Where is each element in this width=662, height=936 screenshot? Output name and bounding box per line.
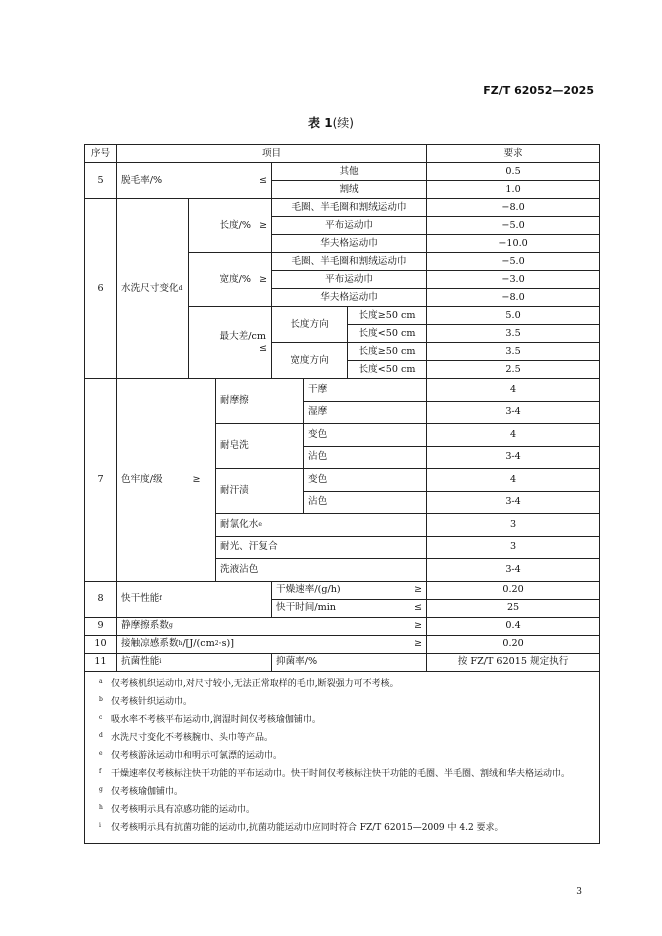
notes-row bbox=[85, 671, 600, 843]
row-no: 6 bbox=[85, 199, 117, 379]
req-value: 3 bbox=[427, 536, 600, 559]
req-value: 0.20 bbox=[427, 581, 600, 599]
footnote bbox=[85, 714, 595, 727]
unit-tail: ·s)] bbox=[218, 638, 235, 649]
req-value: 3-4 bbox=[427, 491, 600, 514]
sub-label: 干燥速率/(g/h) bbox=[276, 584, 341, 595]
footnote bbox=[85, 750, 595, 763]
req-value: 3.5 bbox=[427, 343, 600, 361]
req-value: 3-4 bbox=[427, 559, 600, 582]
req-value: 按 FZ/T 62015 规定执行 bbox=[427, 653, 600, 671]
item-label: 静摩擦系数 bbox=[121, 620, 169, 631]
sub-item: 长度<50 cm bbox=[348, 361, 427, 379]
req-value: 2.5 bbox=[427, 361, 600, 379]
sub-group-label: 最大差/cm bbox=[219, 330, 266, 342]
footnote-mark: c bbox=[99, 713, 103, 721]
footnote-mark: i bbox=[99, 821, 101, 829]
footnote-text: 吸水率不考核平布运动巾,润湿时间仅考核瑜伽铺巾。 bbox=[111, 714, 321, 725]
req-value: −3.0 bbox=[427, 271, 600, 289]
footnote bbox=[85, 678, 595, 691]
header-no: 序号 bbox=[85, 145, 117, 163]
sub-group bbox=[216, 253, 272, 307]
header-item: 项目 bbox=[117, 145, 427, 163]
row-no: 5 bbox=[85, 163, 117, 199]
item-label: 脱毛率/% bbox=[121, 174, 163, 186]
sub-item: 毛圈、半毛圈和割绒运动巾 bbox=[272, 199, 427, 217]
table-row bbox=[85, 581, 600, 599]
footnote-mark: i bbox=[159, 658, 162, 665]
footnote-mark: e bbox=[258, 520, 262, 528]
req-value: −5.0 bbox=[427, 253, 600, 271]
sub-item: 平布运动巾 bbox=[272, 217, 427, 235]
req-value: −5.0 bbox=[427, 217, 600, 235]
operator: ≥ bbox=[414, 638, 423, 649]
req-value: 25 bbox=[427, 599, 600, 617]
sub-item: 长度≥50 cm bbox=[348, 343, 427, 361]
footnote-mark: a bbox=[99, 677, 103, 685]
req-value: 4 bbox=[427, 379, 600, 402]
direction-label: 宽度方向 bbox=[272, 343, 348, 379]
item-label: 接触凉感系数 bbox=[121, 638, 179, 649]
operator: ≥ bbox=[414, 584, 423, 595]
footnote-mark: e bbox=[99, 749, 103, 757]
requirements-table bbox=[84, 144, 600, 844]
page-number: 3 bbox=[576, 887, 582, 897]
sub-group-label: 耐摩擦 bbox=[216, 379, 304, 424]
footnote-text: 仅考核针织运动巾。 bbox=[111, 696, 193, 707]
sub-item: 华夫格运动巾 bbox=[272, 289, 427, 307]
footnote bbox=[85, 822, 595, 835]
sub-item: 抑菌率/% bbox=[272, 653, 427, 671]
footnote-text: 水洗尺寸变化不考核腕巾、头巾等产品。 bbox=[111, 732, 274, 743]
item-name bbox=[117, 581, 272, 617]
item-label: 抗菌性能 bbox=[121, 656, 160, 667]
sub-item: 长度<50 cm bbox=[348, 325, 427, 343]
footnote-mark: h bbox=[99, 803, 103, 811]
footnote-text: 仅考核游泳运动巾和明示可氯漂的运动巾。 bbox=[111, 750, 283, 761]
req-value: 3-4 bbox=[427, 446, 600, 469]
sub-group-label: 耐皂洗 bbox=[216, 424, 304, 469]
item-name bbox=[117, 163, 272, 199]
footnote-mark: d bbox=[99, 731, 103, 739]
unit-superscript: 2 bbox=[214, 640, 219, 647]
sub-item: 华夫格运动巾 bbox=[272, 235, 427, 253]
standard-number: FZ/T 62052—2025 bbox=[483, 84, 594, 97]
footnote-mark: g bbox=[99, 785, 103, 793]
req-value: 3-4 bbox=[427, 401, 600, 424]
sub-group bbox=[216, 307, 272, 379]
req-value: 4 bbox=[427, 424, 600, 447]
footnote-text: 仅考核明示具有抗菌功能的运动巾,抗菌功能运动巾应同时符合 FZ/T 62015—2009 中 4.2 要求。 bbox=[111, 822, 504, 833]
table-notes bbox=[85, 671, 600, 843]
item-name bbox=[117, 617, 427, 635]
sub-group-label: 耐汗渍 bbox=[216, 469, 304, 514]
footnote-mark: d bbox=[178, 284, 183, 292]
footnote bbox=[85, 804, 595, 817]
footnote-text: 干燥速率仅考核标注快干功能的平布运动巾。快干时间仅考核标注快干功能的毛圈、半毛圈、割绒和华夫格运动巾。 bbox=[111, 768, 571, 779]
footnote-mark: b bbox=[99, 695, 103, 703]
req-value: −8.0 bbox=[427, 289, 600, 307]
sub-group bbox=[216, 199, 272, 253]
req-value: 0.20 bbox=[427, 635, 600, 653]
item-name: 色牢度/级 bbox=[117, 379, 189, 582]
req-value: −8.0 bbox=[427, 199, 600, 217]
sub-item: 变色 bbox=[304, 469, 427, 492]
sub-item: 其他 bbox=[272, 163, 427, 181]
row-no: 8 bbox=[85, 581, 117, 617]
sub-group-text: 耐氯化水 bbox=[220, 518, 259, 530]
req-value: 3 bbox=[427, 514, 600, 537]
req-value: −10.0 bbox=[427, 235, 600, 253]
table-caption bbox=[0, 114, 662, 131]
table-header-row bbox=[85, 145, 600, 163]
footnote bbox=[85, 696, 595, 709]
item-name bbox=[117, 653, 272, 671]
sub-item: 毛圈、半毛圈和割绒运动巾 bbox=[272, 253, 427, 271]
table-row bbox=[85, 635, 600, 653]
sub-group-label: 长度/% bbox=[219, 219, 252, 231]
req-value: 0.4 bbox=[427, 617, 600, 635]
footnote-mark: f bbox=[99, 767, 102, 775]
sub-group-label: 宽度/% bbox=[219, 273, 252, 285]
caption-title: 表 1 bbox=[308, 116, 333, 130]
row-no: 11 bbox=[85, 653, 117, 671]
table-row bbox=[85, 379, 600, 402]
sub-item: 割绒 bbox=[272, 181, 427, 199]
sub-item: 变色 bbox=[304, 424, 427, 447]
caption-suffix: (续) bbox=[332, 116, 354, 130]
footnote-mark: h bbox=[178, 640, 183, 647]
footnote-mark: f bbox=[159, 595, 162, 602]
sub-item: 湿摩 bbox=[304, 401, 427, 424]
sub-item: 干摩 bbox=[304, 379, 427, 402]
sub-group-label: 耐光、汗复合 bbox=[216, 536, 427, 559]
footnote-text: 仅考核机织运动巾,对尺寸较小,无法正常取样的毛巾,断裂强力可不考核。 bbox=[111, 678, 399, 689]
item-name bbox=[117, 635, 427, 653]
sub-item: 沾色 bbox=[304, 491, 427, 514]
req-value: 4 bbox=[427, 469, 600, 492]
sub-group-label: 洗液沾色 bbox=[216, 559, 427, 582]
table-row bbox=[85, 617, 600, 635]
sub-item bbox=[272, 599, 427, 617]
sub-item: 长度≥50 cm bbox=[348, 307, 427, 325]
sub-item: 平布运动巾 bbox=[272, 271, 427, 289]
footnote bbox=[85, 768, 595, 781]
req-value: 1.0 bbox=[427, 181, 600, 199]
footnote bbox=[85, 786, 595, 799]
operator: ≤ bbox=[258, 342, 267, 354]
row-no: 9 bbox=[85, 617, 117, 635]
item-name bbox=[117, 199, 189, 379]
sub-item bbox=[272, 581, 427, 599]
sub-item: 沾色 bbox=[304, 446, 427, 469]
item-label: 快干性能 bbox=[121, 593, 160, 604]
footnote-text: 仅考核明示具有凉感功能的运动巾。 bbox=[111, 804, 256, 815]
operator: ≥ bbox=[258, 219, 267, 231]
operator: ≥ bbox=[414, 620, 423, 631]
sub-group-label bbox=[216, 514, 427, 537]
item-label: 水洗尺寸变化 bbox=[121, 282, 179, 294]
req-value: 5.0 bbox=[427, 307, 600, 325]
footnote-mark: g bbox=[168, 622, 173, 629]
table-row bbox=[85, 653, 600, 671]
footnote bbox=[85, 732, 595, 745]
footnote-text: 仅考核瑜伽铺巾。 bbox=[111, 786, 184, 797]
operator: ≥ bbox=[189, 379, 216, 582]
table-row bbox=[85, 199, 600, 217]
operator: ≤ bbox=[414, 602, 423, 613]
table-row bbox=[85, 163, 600, 181]
sub-label: 快干时间/min bbox=[276, 602, 336, 613]
direction-label: 长度方向 bbox=[272, 307, 348, 343]
operator: ≥ bbox=[258, 273, 267, 285]
row-no: 7 bbox=[85, 379, 117, 582]
operator: ≤ bbox=[258, 174, 267, 186]
header-req: 要求 bbox=[427, 145, 600, 163]
req-value: 0.5 bbox=[427, 163, 600, 181]
row-no: 10 bbox=[85, 635, 117, 653]
unit-label: /[J/(cm bbox=[182, 638, 215, 649]
req-value: 3.5 bbox=[427, 325, 600, 343]
